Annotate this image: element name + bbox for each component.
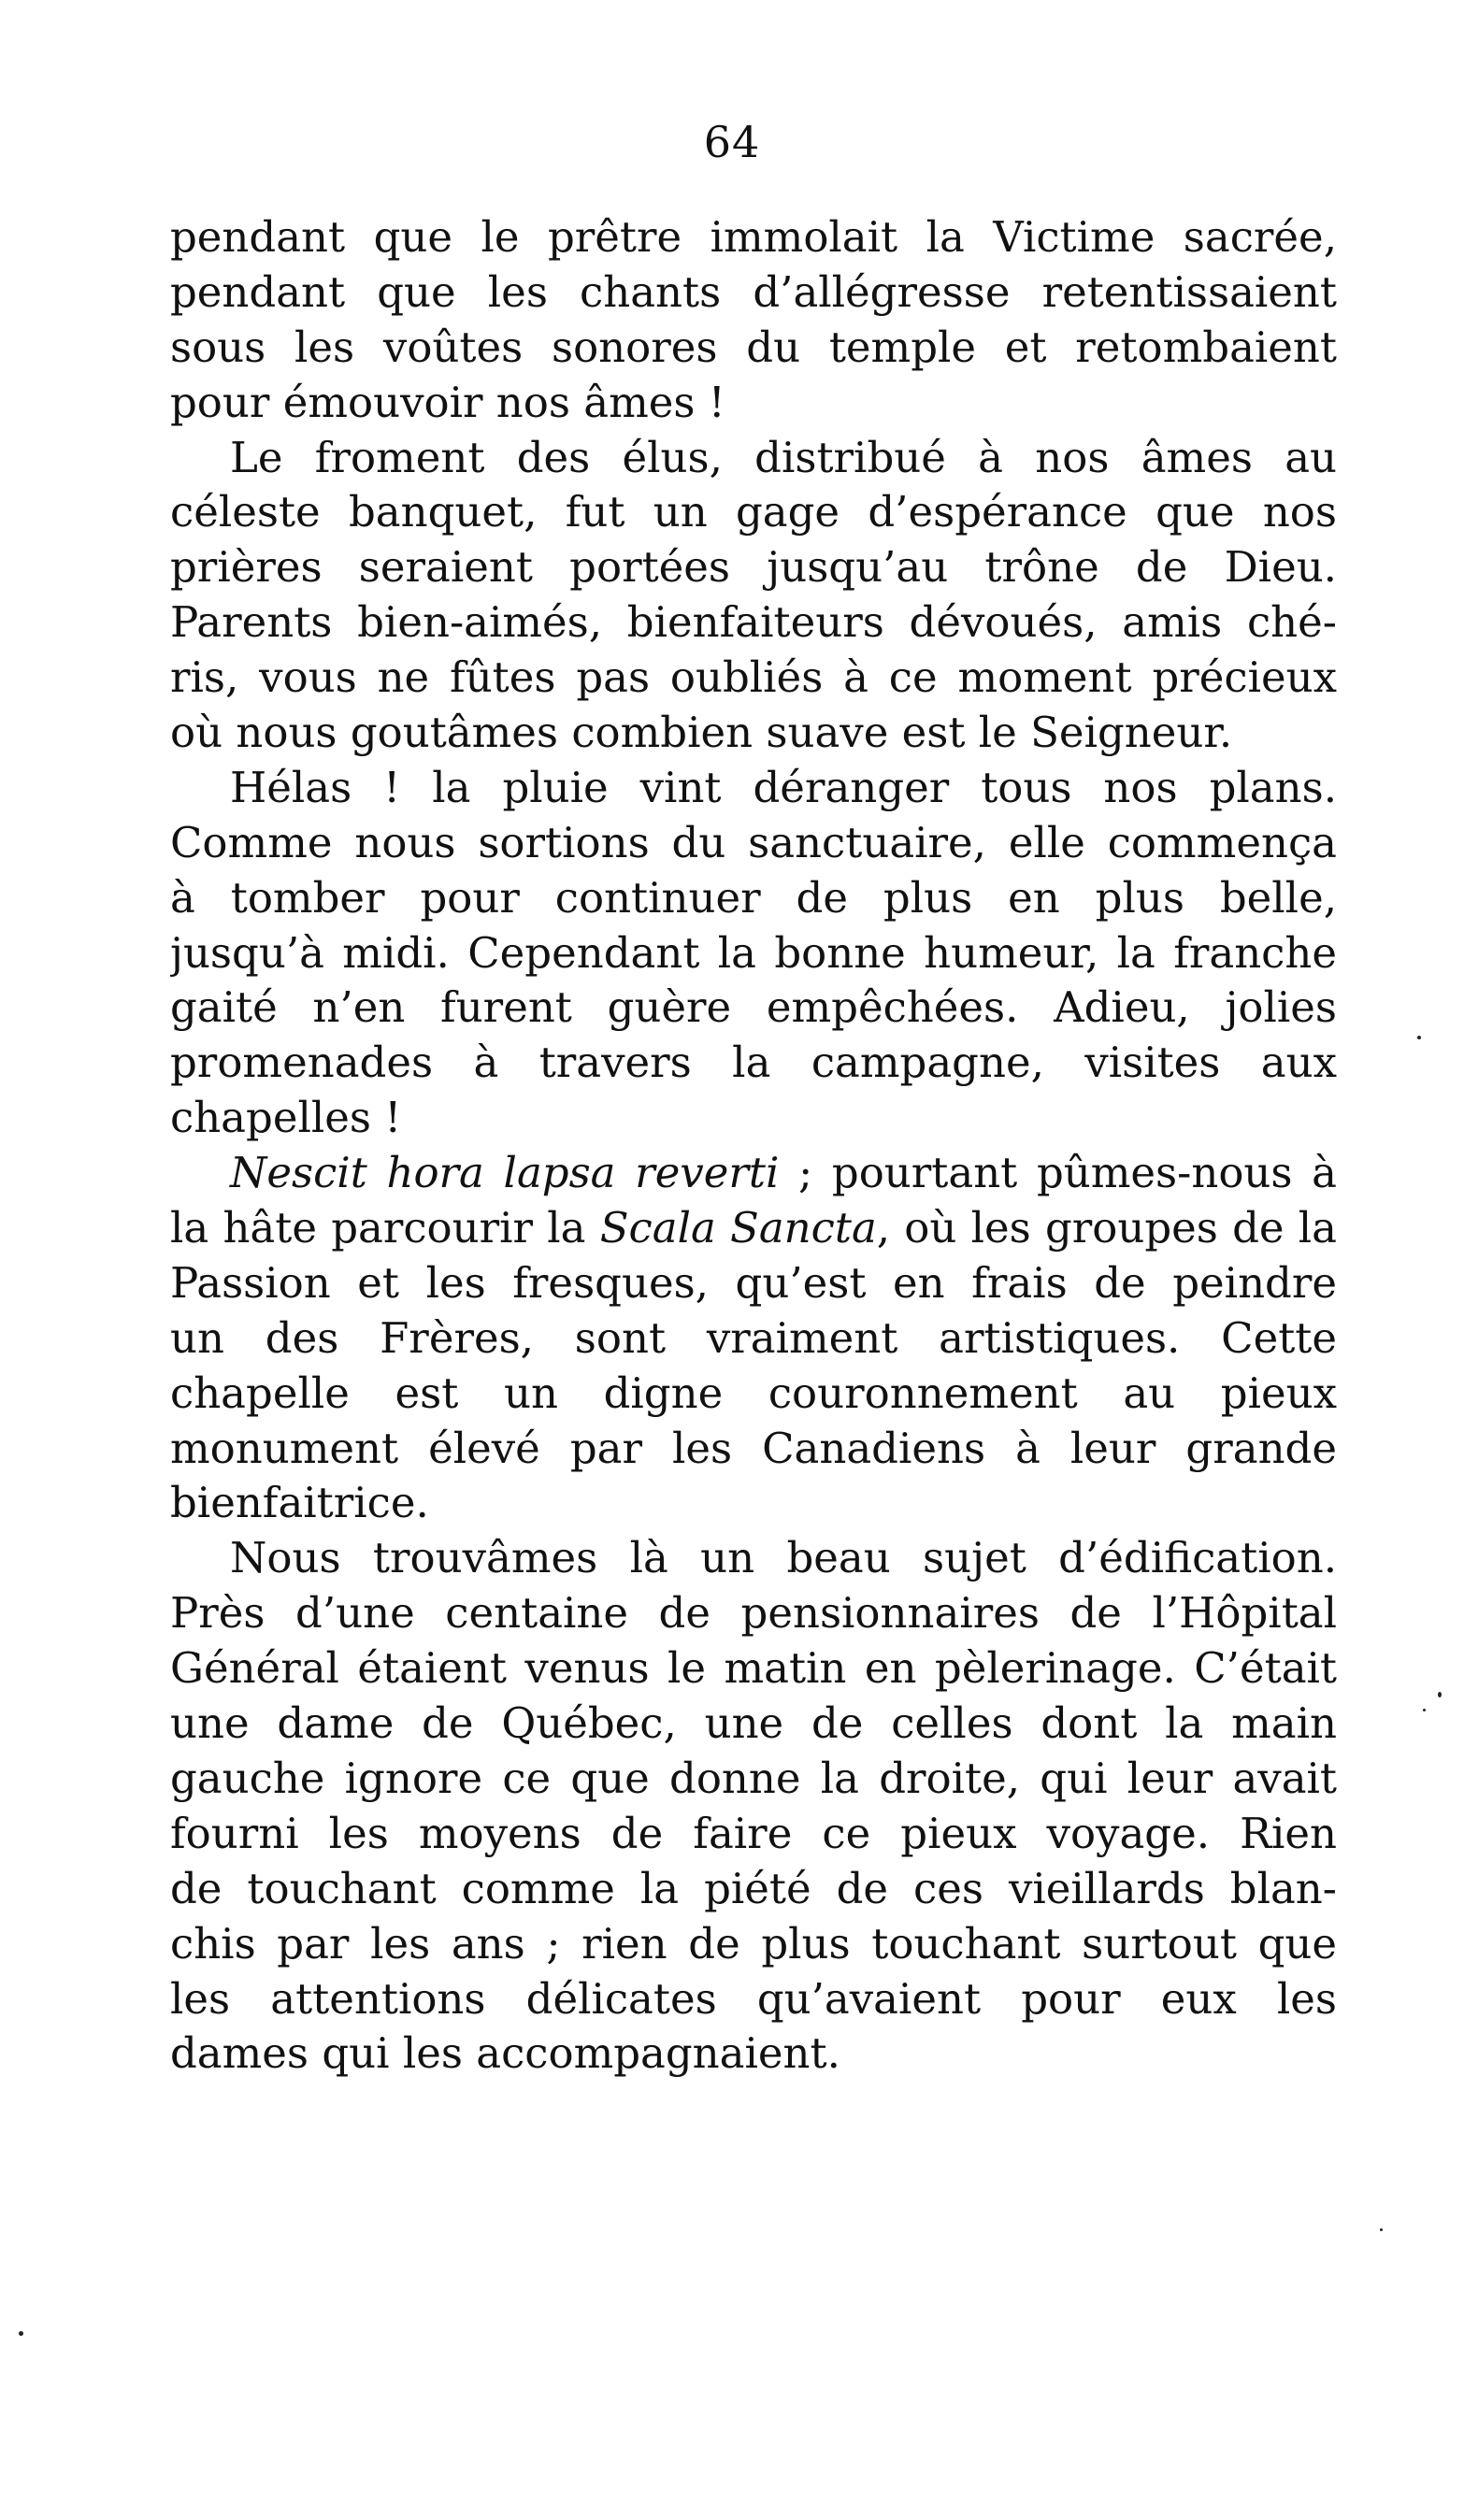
text-line: Comme nous sortions du sanctuaire, elle commença xyxy=(170,817,1337,867)
scan-speck xyxy=(1380,2228,1383,2231)
text-line: prières seraient portées jusqu’au trône de Dieu. xyxy=(170,542,1337,593)
text-line: de touchant comme la piété de ces vieillards blan- xyxy=(170,1863,1337,1913)
text-line: promenades à travers la campagne, visites aux xyxy=(170,1038,1337,1088)
text-line: un des Frères, sont vraiment artistiques. Cette xyxy=(170,1312,1337,1363)
text-line: Parents bien-aimés, bienfaiteurs dévoués, amis ché- xyxy=(170,597,1337,648)
text-line: les attentions délicates qu’avaient pour eux les xyxy=(170,1973,1337,2024)
text-line: pour émouvoir nos âmes ! xyxy=(170,377,725,427)
text-line: dames qui les accompagnaient. xyxy=(170,2028,840,2079)
text-line: monument élevé par les Canadiens à leur grande xyxy=(170,1423,1337,1473)
text-line: Passion et les fresques, qu’est en frais de peindre xyxy=(170,1257,1337,1308)
scan-speck xyxy=(1438,1692,1442,1697)
page-number: 64 xyxy=(703,117,761,167)
text-line: jusqu’à midi. Cependant la bonne humeur, la franche xyxy=(170,927,1337,978)
text-line: chis par les ans ; rien de plus touchant surtout que xyxy=(170,1918,1337,1969)
text-line-scala xyxy=(170,1201,1337,1256)
text-line: ris, vous ne fûtes pas oubliés à ce moment précieux xyxy=(170,652,1337,703)
text-line: pendant que les chants d’allégresse retentissaient xyxy=(170,266,1337,317)
text-line: où nous goutâmes combien suave est le Seigneur. xyxy=(170,708,1233,758)
text-fragment: ; pourtant pûmes-nous à xyxy=(779,1148,1337,1198)
text-line: à tomber pour continuer de plus en plus belle, xyxy=(170,872,1337,923)
text-line: pendant que le prêtre immolait la Victime sacrée, xyxy=(170,212,1337,262)
text-line: Général étaient venus le matin en pèlerinage. C’était xyxy=(170,1643,1337,1694)
text-line: Près d’une centaine de pensionnaires de l’Hôpital xyxy=(170,1588,1337,1639)
body-text xyxy=(170,210,1337,2082)
text-line: fourni les moyens de faire ce pieux voyage. Rien xyxy=(170,1808,1337,1858)
text-fragment: , où les groupes de la xyxy=(876,1203,1337,1253)
scan-speck xyxy=(19,2331,23,2336)
text-line: sous les voûtes sonores du temple et retombaient xyxy=(170,322,1337,372)
text-line: chapelles ! xyxy=(170,1093,402,1143)
text-line: céleste banquet, fut un gage d’espérance que nos xyxy=(170,487,1337,537)
text-line: gauche ignore ce que donne la droite, qui leur avait xyxy=(170,1753,1337,1803)
scan-speck xyxy=(1417,1036,1421,1039)
text-line-latin xyxy=(170,1146,1337,1201)
text-line: Hélas ! la pluie vint déranger tous nos plans. xyxy=(230,762,1337,812)
text-line: une dame de Québec, une de celles dont la main xyxy=(170,1698,1337,1749)
latin-quote: Nescit hora lapsa reverti xyxy=(230,1148,780,1198)
scan-speck xyxy=(1423,1709,1426,1711)
text-line: gaité n’en furent guère empêchées. Adieu, jolies xyxy=(170,982,1337,1033)
text-line: Nous trouvâmes là un beau sujet d’édification. xyxy=(230,1533,1337,1583)
text-line: bienfaitrice. xyxy=(170,1478,429,1528)
text-line: chapelle est un digne couronnement au pieux xyxy=(170,1367,1337,1418)
text-line: Le froment des élus, distribué à nos âmes au xyxy=(230,432,1337,482)
text-fragment: la hâte parcourir la xyxy=(170,1203,600,1253)
scala-sancta-title: Scala Sancta xyxy=(599,1203,877,1253)
